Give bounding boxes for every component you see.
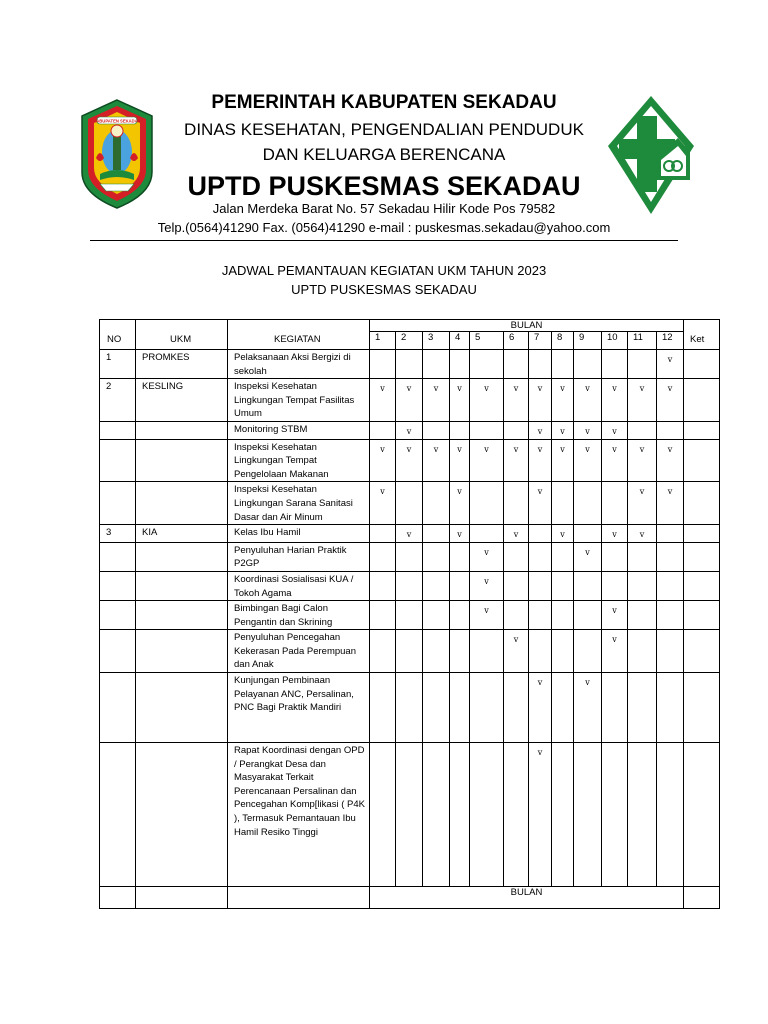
row-ket: [684, 525, 720, 543]
table-row: [100, 542, 720, 571]
month-cell: [504, 482, 529, 525]
month-cell: [423, 601, 450, 630]
table-row: [100, 482, 720, 525]
row-no: 3: [100, 525, 136, 543]
month-mark: v: [529, 421, 552, 439]
month-mark: v: [504, 379, 529, 422]
month-cell: [657, 743, 684, 887]
month-cell: [370, 601, 396, 630]
month-mark: v: [574, 439, 602, 482]
month-cell: [470, 350, 504, 379]
month-cell: [628, 743, 657, 887]
month-mark: v: [370, 482, 396, 525]
footer-cell: [136, 887, 228, 909]
row-ukm: PROMKES: [136, 350, 228, 379]
month-mark: v: [504, 630, 529, 673]
header-month-1: 1: [370, 332, 396, 350]
month-cell: [552, 571, 574, 600]
month-cell: [423, 421, 450, 439]
month-cell: [370, 630, 396, 673]
month-cell: [450, 601, 470, 630]
month-cell: [396, 571, 423, 600]
month-cell: [504, 673, 529, 743]
month-mark: v: [529, 439, 552, 482]
letterhead-contact: Telp.(0564)41290 Fax. (0564)41290 e-mail : puskesmas.sekadau@yahoo.com: [157, 220, 611, 235]
month-cell: [552, 542, 574, 571]
month-cell: [470, 525, 504, 543]
month-cell: [529, 542, 552, 571]
letterhead: [160, 88, 608, 205]
header-month-3: 3: [423, 332, 450, 350]
month-cell: [370, 673, 396, 743]
letterhead-address: Jalan Merdeka Barat No. 57 Sekadau Hilir Kode Pos 79582: [212, 201, 556, 216]
month-cell: [602, 673, 628, 743]
month-cell: [450, 421, 470, 439]
month-mark: v: [602, 439, 628, 482]
month-cell: [552, 350, 574, 379]
month-cell: [574, 630, 602, 673]
month-cell: [602, 743, 628, 887]
month-cell: [602, 542, 628, 571]
letterhead-government: PEMERINTAH KABUPATEN SEKADAU: [211, 92, 557, 113]
row-kegiatan: Penyuluhan Pencegahan Kekerasan Pada Perempuan dan Anak: [228, 630, 370, 673]
month-mark: v: [628, 525, 657, 543]
month-cell: [628, 601, 657, 630]
month-mark: v: [657, 482, 684, 525]
row-ukm: [136, 482, 228, 525]
month-cell: [552, 482, 574, 525]
row-kegiatan: Kunjungan Pembinaan Pelayanan ANC, Persalinan, PNC Bagi Praktik Mandiri: [228, 673, 370, 743]
month-cell: [657, 571, 684, 600]
table-row: [100, 673, 720, 743]
row-no: [100, 743, 136, 887]
month-cell: [504, 421, 529, 439]
table-row: [100, 525, 720, 543]
header-month-6: 6: [504, 332, 529, 350]
row-no: [100, 542, 136, 571]
letterhead-department-cont: DAN KELUARGA BERENCANA: [262, 145, 506, 164]
month-cell: [450, 571, 470, 600]
month-cell: [370, 743, 396, 887]
month-cell: [450, 743, 470, 887]
month-cell: [396, 542, 423, 571]
row-ket: [684, 542, 720, 571]
row-ket: [684, 379, 720, 422]
row-ukm: KIA: [136, 525, 228, 543]
month-mark: v: [470, 601, 504, 630]
month-mark: v: [657, 379, 684, 422]
month-cell: [450, 350, 470, 379]
month-cell: [470, 482, 504, 525]
document-title: JADWAL PEMANTAUAN KEGIATAN UKM TAHUN 2023: [221, 263, 547, 278]
month-cell: [370, 350, 396, 379]
row-ket: [684, 601, 720, 630]
header-month-5: 5: [470, 332, 504, 350]
row-kegiatan: Penyuluhan Harian Praktik P2GP: [228, 542, 370, 571]
puskesmas-emblem: [606, 94, 696, 216]
row-ukm: [136, 439, 228, 482]
month-cell: [396, 673, 423, 743]
month-mark: v: [529, 482, 552, 525]
row-kegiatan: Koordinasi Sosialisasi KUA / Tokoh Agama: [228, 571, 370, 600]
month-cell: [574, 525, 602, 543]
month-cell: [423, 350, 450, 379]
row-kegiatan: Bimbingan Bagi Calon Pengantin dan Skrining: [228, 601, 370, 630]
month-cell: [574, 743, 602, 887]
month-cell: [657, 673, 684, 743]
month-cell: [602, 350, 628, 379]
row-no: [100, 421, 136, 439]
header-ukm: UKM: [136, 320, 228, 350]
row-ket: [684, 571, 720, 600]
month-cell: [370, 525, 396, 543]
row-ket: [684, 673, 720, 743]
month-cell: [628, 571, 657, 600]
month-cell: [423, 630, 450, 673]
month-cell: [574, 571, 602, 600]
month-cell: [529, 350, 552, 379]
table-row: [100, 571, 720, 600]
row-ukm: [136, 673, 228, 743]
row-kegiatan: Pelaksanaan Aksi Bergizi di sekolah: [228, 350, 370, 379]
row-ket: [684, 630, 720, 673]
month-mark: v: [370, 439, 396, 482]
month-cell: [396, 743, 423, 887]
month-mark: v: [370, 379, 396, 422]
row-no: [100, 630, 136, 673]
row-ukm: [136, 743, 228, 887]
row-kegiatan: Monitoring STBM: [228, 421, 370, 439]
header-month-9: 9: [574, 332, 602, 350]
row-ukm: KESLING: [136, 379, 228, 422]
table-row: [100, 630, 720, 673]
month-cell: [504, 601, 529, 630]
month-mark: v: [470, 439, 504, 482]
row-no: 1: [100, 350, 136, 379]
month-cell: [370, 571, 396, 600]
letterhead-department: DINAS KESEHATAN, PENGENDALIAN PENDUDUK: [184, 120, 584, 139]
month-cell: [423, 482, 450, 525]
header-no: NO: [100, 320, 136, 350]
month-mark: v: [423, 379, 450, 422]
month-mark: v: [396, 379, 423, 422]
month-mark: v: [552, 525, 574, 543]
month-cell: [504, 350, 529, 379]
month-mark: v: [602, 421, 628, 439]
month-mark: v: [423, 439, 450, 482]
month-mark: v: [450, 525, 470, 543]
row-no: [100, 571, 136, 600]
letterhead-divider: [90, 240, 678, 241]
month-mark: v: [552, 379, 574, 422]
row-ket: [684, 439, 720, 482]
row-kegiatan: Inspeksi Kesehatan Lingkungan Tempat Pengelolaan Makanan: [228, 439, 370, 482]
month-cell: [628, 542, 657, 571]
month-cell: [657, 525, 684, 543]
header-month-11: 11: [628, 332, 657, 350]
row-no: [100, 482, 136, 525]
month-cell: [504, 542, 529, 571]
table-row: [100, 743, 720, 887]
month-cell: [423, 542, 450, 571]
row-no: [100, 601, 136, 630]
month-cell: [423, 571, 450, 600]
month-mark: v: [396, 439, 423, 482]
row-ukm: [136, 571, 228, 600]
month-mark: v: [450, 379, 470, 422]
month-cell: [602, 571, 628, 600]
month-cell: [657, 542, 684, 571]
month-cell: [552, 673, 574, 743]
row-ket: [684, 350, 720, 379]
month-cell: [396, 350, 423, 379]
month-cell: [470, 743, 504, 887]
footer-cell: [228, 887, 370, 909]
month-cell: [628, 421, 657, 439]
month-cell: [657, 630, 684, 673]
row-kegiatan: Rapat Koordinasi dengan OPD / Perangkat Desa dan Masyarakat Terkait Perencanaan Persalinan dan Pencegahan Komp[likasi ( P4K ), Termasuk Pemantauan Ibu Hamil Resiko Tinggi: [228, 743, 370, 887]
header-month-8: 8: [552, 332, 574, 350]
month-mark: v: [504, 439, 529, 482]
header-month-2: 2: [396, 332, 423, 350]
month-cell: [450, 542, 470, 571]
letterhead-institution: UPTD PUSKESMAS SEKADAU: [187, 171, 581, 201]
month-mark: v: [602, 630, 628, 673]
month-mark: v: [574, 673, 602, 743]
document-subtitle: UPTD PUSKESMAS SEKADAU: [291, 282, 477, 297]
month-cell: [657, 421, 684, 439]
month-cell: [574, 350, 602, 379]
header-month-10: 10: [602, 332, 628, 350]
month-mark: v: [529, 673, 552, 743]
month-mark: v: [628, 379, 657, 422]
month-cell: [529, 525, 552, 543]
row-ukm: [136, 421, 228, 439]
row-kegiatan: Inspeksi Kesehatan Lingkungan Sarana Sanitasi Dasar dan Air Minum: [228, 482, 370, 525]
row-ket: [684, 421, 720, 439]
table-row: [100, 439, 720, 482]
table-row: [100, 350, 720, 379]
header-month-7: 7: [529, 332, 552, 350]
header-bulan: BULAN: [370, 320, 684, 332]
month-cell: [450, 673, 470, 743]
footer-row: [100, 887, 720, 909]
header-kegiatan: KEGIATAN: [228, 320, 370, 350]
month-cell: [602, 482, 628, 525]
month-cell: [423, 525, 450, 543]
footer-bulan: BULAN: [370, 887, 684, 909]
month-mark: v: [529, 379, 552, 422]
row-ket: [684, 743, 720, 887]
month-cell: [396, 482, 423, 525]
row-kegiatan: Kelas Ibu Hamil: [228, 525, 370, 543]
row-ukm: [136, 630, 228, 673]
row-no: [100, 673, 136, 743]
month-cell: [370, 542, 396, 571]
month-mark: v: [529, 743, 552, 887]
month-mark: v: [450, 439, 470, 482]
month-mark: v: [657, 350, 684, 379]
month-mark: v: [574, 379, 602, 422]
month-mark: v: [504, 525, 529, 543]
month-cell: [470, 630, 504, 673]
month-cell: [628, 630, 657, 673]
month-cell: [504, 571, 529, 600]
month-mark: v: [552, 439, 574, 482]
month-mark: v: [602, 601, 628, 630]
month-mark: v: [574, 421, 602, 439]
month-mark: v: [657, 439, 684, 482]
month-cell: [370, 421, 396, 439]
month-mark: v: [574, 542, 602, 571]
schedule-table: [99, 319, 720, 909]
month-cell: [423, 673, 450, 743]
row-no: 2: [100, 379, 136, 422]
table-row: [100, 601, 720, 630]
month-cell: [628, 350, 657, 379]
month-mark: v: [552, 421, 574, 439]
month-cell: [529, 571, 552, 600]
header-ket: Ket: [684, 320, 720, 350]
month-mark: v: [396, 525, 423, 543]
row-no: [100, 439, 136, 482]
month-mark: v: [602, 379, 628, 422]
month-mark: v: [470, 379, 504, 422]
row-ukm: [136, 542, 228, 571]
month-cell: [529, 601, 552, 630]
month-mark: v: [470, 571, 504, 600]
month-cell: [470, 421, 504, 439]
footer-cell: [684, 887, 720, 909]
month-mark: v: [602, 525, 628, 543]
month-mark: v: [396, 421, 423, 439]
month-cell: [396, 630, 423, 673]
row-ket: [684, 482, 720, 525]
header-month-4: 4: [450, 332, 470, 350]
table-row: [100, 421, 720, 439]
header-row-1: [100, 320, 720, 332]
month-mark: v: [470, 542, 504, 571]
month-cell: [574, 482, 602, 525]
month-cell: [504, 743, 529, 887]
table-row: [100, 379, 720, 422]
emblem-ribbon-text: KABUPATEN SEKADAU: [93, 118, 141, 124]
month-cell: [628, 673, 657, 743]
month-cell: [574, 601, 602, 630]
footer-cell: [100, 887, 136, 909]
month-cell: [470, 673, 504, 743]
month-mark: v: [628, 482, 657, 525]
month-cell: [552, 743, 574, 887]
month-cell: [396, 601, 423, 630]
month-mark: v: [450, 482, 470, 525]
month-cell: [552, 630, 574, 673]
header-month-12: 12: [657, 332, 684, 350]
month-mark: v: [628, 439, 657, 482]
month-cell: [552, 601, 574, 630]
month-cell: [423, 743, 450, 887]
month-cell: [450, 630, 470, 673]
row-kegiatan: Inspeksi Kesehatan Lingkungan Tempat Fasilitas Umum: [228, 379, 370, 422]
month-cell: [529, 630, 552, 673]
month-cell: [657, 601, 684, 630]
kabupaten-sekadau-emblem: [78, 98, 156, 210]
row-ukm: [136, 601, 228, 630]
